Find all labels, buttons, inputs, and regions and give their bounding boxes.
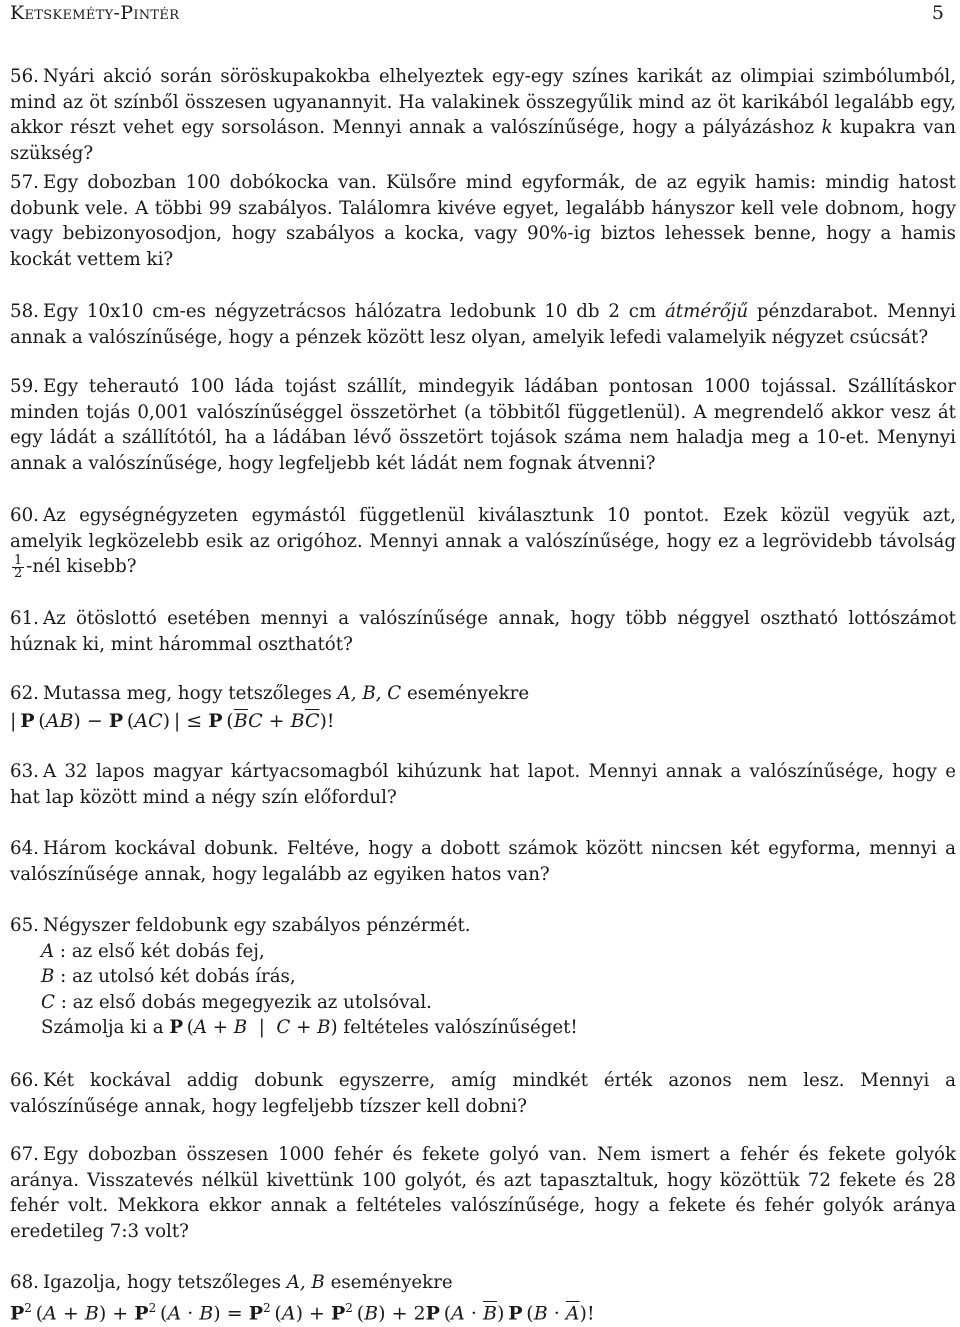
problem-text: Mutassa meg, hogy tetszőleges: [42, 683, 338, 704]
fraction-denominator: 2: [14, 565, 23, 581]
problem-text: Egy dobozban 100 dobókocka van. Külsőre mind egyformák, de az egyik hamis: mindig hatost dobunk vele. A többi 99 szabályos. Találomra kivéve egyet, legalább hányszor kell vele dobnom, hogy vagy bebizonyosodjon, hogy szabályos a kocka, vagy 90%-ig biztos lehessek benne, hogy a hamis kockát vettem ki?: [10, 172, 956, 270]
problem-number: 56.: [10, 66, 39, 87]
instruction-tail: feltételes valószínűséget!: [337, 1017, 578, 1039]
problem-number: 64.: [10, 838, 39, 859]
problem-number: 57.: [10, 172, 39, 193]
formula-68: $P^2$ $(A + B) + P^2$ $(A \cdot B) = P^2$ $(A) + P^2$ (B) + 2P $(A \cdot \overline{B})$ P $(B \cdot \overline{A})$!: [10, 1300, 595, 1324]
variable: k: [821, 117, 833, 139]
emphasis: átmérőjű: [664, 301, 749, 322]
event-variable: C: [41, 991, 55, 1013]
problem-text: Nyári akció során söröskupakokba elhelyeztek egy-egy színes karikát az olimpiai szimbólumból, mind az öt színből összesen ugyanannyit. Ha valakinek összegyűlik mind az öt karikából legalább egy, akkor részt vehet egy sorsoláson. Mennyi annak a valószínűsége, hogy a pályázáshoz: [10, 66, 956, 139]
page-header: [10, 2, 950, 26]
event-variable: A: [41, 940, 55, 962]
problem-number: 62.: [10, 683, 39, 704]
problem-text: Három kockával dobunk. Feltéve, hogy a dobott számok között nincsen két egyforma, mennyi a valószínűsége annak, hogy legalább az egyiken hatos van?: [10, 838, 956, 885]
problem-number: 65.: [10, 915, 39, 936]
problem-number: 67.: [10, 1144, 39, 1165]
instruction-text: Számolja ki a: [41, 1017, 170, 1039]
problem-text-tail: eseményekre: [324, 1272, 453, 1293]
problem-number: 66.: [10, 1070, 39, 1091]
conditional-probability-line: Számolja ki a P (A + B | C + B) feltételes valószínűséget!: [41, 1017, 578, 1039]
problem-59: [10, 374, 956, 476]
problem-text: Egy teherautó 100 láda tojást szállít, mindegyik ládában pontosan 1000 tojással. Szállításkor minden tojás 0,001 valószínűséggel összetörhet (a többitől függetlenül). A megrendelő akkor vesz át egy ládát a szállítótól, ha a ládában lévő összetört tojások száma nem haladja meg a 10-et. Menynyi annak a valószínűsége, hogy legfeljebb két ládát nem fognak átvenni?: [10, 376, 956, 474]
problem-text-tail: -nél kisebb?: [26, 556, 137, 578]
problem-number: 60.: [10, 505, 39, 526]
problem-text: Az egységnégyzeten egymástól függetlenül kiválasztunk 10 pontot. Ezek közül vegyük azt, amelyik legközelebb esik az origóhoz. Mennyi annak a valószínűsége, hogy ez a legrövidebb távolság: [10, 505, 956, 552]
problem-66: [10, 1068, 956, 1119]
problem-text: Négyszer feldobunk egy szabályos pénzérmét.: [42, 915, 471, 936]
event-c-line: [10, 990, 956, 1016]
event-a-line: [10, 939, 956, 965]
problem-text-tail: kupakra van szükség?: [10, 117, 956, 164]
problem-text: Az ötöslottó esetében mennyi a valószínűsége annak, hogy több néggyel osztható lottószámot húznak ki, mint hárommal oszthatót?: [10, 608, 956, 655]
problem-64: [10, 836, 956, 887]
problem-text: Egy 10x10 cm-es négyzetrácsos hálózatra ledobunk 10 db 2 cm: [42, 301, 665, 322]
event-description: : az első dobás megegyezik az utolsóval.: [54, 991, 432, 1013]
problem-number: 63.: [10, 761, 39, 782]
problem-67: [10, 1142, 956, 1244]
problem-58: [10, 299, 956, 350]
problem-57: [10, 170, 956, 272]
event-b-line: [10, 964, 956, 990]
problem-number: 59.: [10, 376, 39, 397]
problem-60: [10, 503, 956, 580]
fraction-numerator: 1: [14, 552, 23, 568]
problem-text: Egy dobozban összesen 1000 fehér és fekete golyó van. Nem ismert a fehér és fekete golyók aránya. Visszatevés nélkül kivettünk 100 golyót, és azt tapasztaltuk, hogy közöttük 72 fekete és 28 fehér volt. Mekkora ekkor annak a feltételes valószínűsége, hogy a fekete és fehér golyók aránya eredetileg 7:3 volt?: [10, 1144, 956, 1242]
problem-56: [10, 64, 956, 166]
fraction-one-half: [12, 552, 24, 581]
problem-text: A 32 lapos magyar kártyacsomagból kihúzunk hat lapot. Mennyi annak a valószínűsége, hogy e hat lap között mind a négy szín előfordul?: [10, 761, 956, 808]
problem-number: 68.: [10, 1272, 39, 1293]
formula-62: | P (AB) − P (AC) | ≤ P $(\overline{B}C + B\overline{C})$!: [10, 709, 335, 732]
problem-text: Igazolja, hogy tetszőleges: [42, 1272, 287, 1293]
problem-68: [10, 1270, 956, 1327]
event-variable: B: [41, 966, 55, 988]
event-description: : az első két dobás fej,: [54, 940, 265, 962]
problem-text-tail: eseményekre: [401, 683, 530, 704]
problem-number: 61.: [10, 608, 39, 629]
problem-text: Két kockával addig dobunk egyszerre, amíg mindkét érték azonos nem lesz. Mennyi a valószínűsége annak, hogy legfeljebb tízszer kell dobni?: [10, 1070, 956, 1117]
header-authors: Ketskeméty-Pintér: [10, 2, 180, 24]
problem-63: [10, 759, 956, 810]
problem-62: [10, 681, 956, 734]
event-variables: A, B: [286, 1272, 325, 1293]
event-variables: A, B, C: [337, 683, 402, 704]
problem-65: [10, 913, 956, 1041]
page-number: 5: [931, 2, 944, 24]
problem-number: 58.: [10, 301, 39, 322]
problem-text-tail: pénzdarabot. Mennyi annak a valószínűsége, hogy a pénzek között lesz olyan, amelyik lefedi valamelyik négyzet csúcsát?: [10, 301, 957, 348]
event-description: : az utolsó két dobás írás,: [54, 966, 296, 988]
problem-61: [10, 606, 956, 657]
